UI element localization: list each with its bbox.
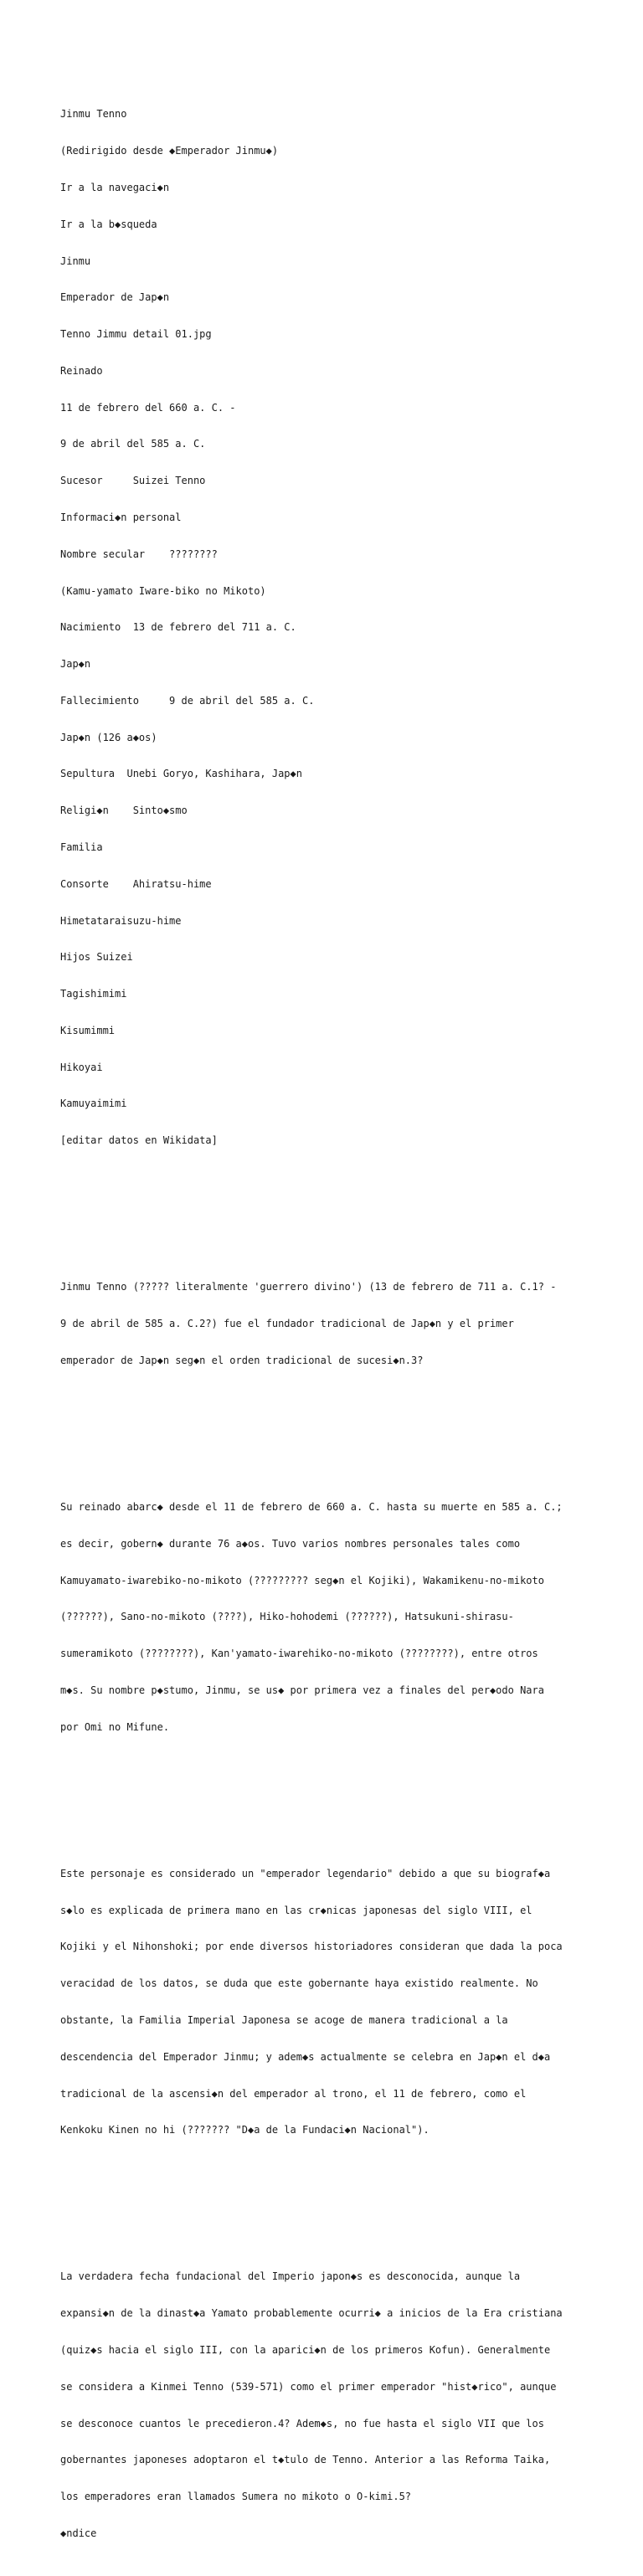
infobox-field: 11 de febrero del 660 a. C. -	[60, 401, 236, 414]
paragraph-line: descendencia del Emperador Jinmu; y adem◆s actualmente se celebra en Jap◆n el d◆a	[60, 2050, 551, 2063]
paragraph-line: emperador de Jap◆n seg◆n el orden tradicional de sucesi◆n.3?	[60, 1354, 424, 1366]
paragraph-line: La verdadera fecha fundacional del Imperio japon◆s es desconocida, aunque la	[60, 2270, 521, 2283]
paragraph-line: expansi◆n de la dinast◆a Yamato probablemente ocurri◆ a inicios de la Era cristiana	[60, 2307, 563, 2320]
paragraph	[60, 1477, 596, 1758]
edit-wikidata-link[interactable]: [editar datos en Wikidata]	[60, 1134, 218, 1147]
infobox-name: Jinmu	[60, 255, 91, 267]
infobox-field: Consorte Ahiratsu-hime	[60, 877, 212, 890]
infobox-field: Himetataraisuzu-hime	[60, 914, 182, 927]
paragraph-gap	[60, 1428, 596, 1441]
paragraph-line: 9 de abril de 585 a. C.2?) fue el fundador tradicional de Jap◆n y el primer	[60, 1318, 514, 1330]
paragraph-line: se desconoce cuantos le precedieron.4? Adem◆s, no fue hasta el siglo VII que los	[60, 2417, 544, 2429]
infobox-field: Nombre secular ????????	[60, 548, 218, 560]
paragraph-gap	[60, 1794, 596, 1807]
infobox-field: Religi◆n Sinto◆smo	[60, 805, 188, 817]
paragraph-line: gobernantes japoneses adoptaron el t◆tulo de Tenno. Anterior a las Reforma Taika,	[60, 2454, 551, 2466]
paragraph-line: los emperadores eran llamados Sumera no mikoto o O-kimi.5?	[60, 2491, 412, 2503]
infobox-field: Kisumimmi	[60, 1024, 116, 1036]
paragraph-line: obstante, la Familia Imperial Japonesa se acoge de manera tradicional a la	[60, 2014, 508, 2026]
infobox-image-name: Tenno Jimmu detail 01.jpg	[60, 328, 212, 341]
paragraph	[60, 1257, 596, 1391]
paragraph-line: por Omi no Mifune.	[60, 1720, 170, 1733]
paragraph-line: m◆s. Su nombre p◆stumo, Jinmu, se us◆ por primera vez a finales del per◆odo Nara	[60, 1684, 544, 1696]
infobox-role: Emperador de Jap◆n	[60, 291, 170, 304]
paragraph-line: Kamuyamato-iwarebiko-no-mikoto (????????? seg◆n el Kojiki), Wakamikenu-no-mikoto	[60, 1574, 544, 1586]
paragraph-line: (quiz◆s hacia el siglo III, con la aparici◆n de los primeros Kofun). Generalmente	[60, 2344, 551, 2357]
paragraph-line: veracidad de los datos, se duda que este gobernante haya existido realmente. No	[60, 1977, 538, 1990]
paragraph-line: Este personaje es considerado un "emperador legendario" debido a que su biograf◆a	[60, 1867, 551, 1879]
infobox-field: Jap◆n (126 a◆os)	[60, 731, 157, 743]
paragraph-line: Kenkoku Kinen no hi (??????? "D◆a de la Fundaci◆n Nacional").	[60, 2124, 430, 2136]
paragraph-line: es decir, gobern◆ durante 76 a◆os. Tuvo varios nombres personales tales como	[60, 1537, 521, 1550]
paragraph	[60, 1843, 596, 2161]
infobox-field: Hikoyai	[60, 1061, 103, 1073]
infobox-field: Fallecimiento 9 de abril del 585 a. C.	[60, 694, 315, 707]
infobox-field: Sepultura Unebi Goryo, Kashihara, Jap◆n	[60, 768, 302, 780]
search-link[interactable]: Ir a la b◆squeda	[60, 218, 157, 230]
infobox	[60, 84, 596, 1171]
infobox-field: Informaci◆n personal	[60, 511, 182, 523]
infobox-field: Familia	[60, 841, 103, 853]
infobox-field: 9 de abril del 585 a. C.	[60, 438, 206, 450]
paragraph-line: sumeramikoto (????????), Kan'yamato-iwarehiko-no-mikoto (????????), entre otros	[60, 1648, 538, 1660]
document-page	[60, 59, 596, 2576]
infobox-field: Kamuyaimimi	[60, 1098, 127, 1110]
nav-link[interactable]: Ir a la navegaci◆n	[60, 181, 170, 193]
infobox-field: (Kamu-yamato Iware-biko no Mikoto)	[60, 584, 266, 597]
paragraph-gap	[60, 2198, 596, 2210]
paragraph-gap	[60, 1208, 596, 1221]
infobox-field: Jap◆n	[60, 658, 91, 671]
index-heading[interactable]: ◆ndice	[60, 2527, 97, 2539]
paragraph-line: tradicional de la ascensi◆n del emperador al trono, el 11 de febrero, como el	[60, 2087, 527, 2100]
redirect-note: (Redirigido desde ◆Emperador Jinmu◆)	[60, 145, 279, 157]
paragraph-line: Jinmu Tenno (????? literalmente 'guerrero divino') (13 de febrero de 711 a. C.1? -	[60, 1281, 557, 1293]
infobox-field: Hijos Suizei	[60, 951, 133, 964]
paragraph-line: se considera a Kinmei Tenno (539-571) como el primer emperador "hist◆rico", aunque	[60, 2380, 557, 2393]
paragraph-line: s◆lo es explicada de primera mano en las cr◆nicas japonesas del siglo VIII, el	[60, 1904, 532, 1916]
infobox-field: Tagishimimi	[60, 988, 127, 1000]
article-title: Jinmu Tenno	[60, 108, 127, 121]
infobox-field: Sucesor Suizei Tenno	[60, 475, 206, 487]
infobox-field: Reinado	[60, 364, 103, 377]
paragraph	[60, 2246, 596, 2563]
paragraph-line: (??????), Sano-no-mikoto (????), Hiko-hohodemi (??????), Hatsukuni-shirasu-	[60, 1611, 514, 1623]
paragraph-line: Su reinado abarc◆ desde el 11 de febrero de 660 a. C. hasta su muerte en 585 a. C.;	[60, 1501, 563, 1514]
paragraph-line: Kojiki y el Nihonshoki; por ende diversos historiadores consideran que dada la poca	[60, 1941, 563, 1953]
infobox-field: Nacimiento 13 de febrero del 711 a. C.	[60, 621, 296, 634]
